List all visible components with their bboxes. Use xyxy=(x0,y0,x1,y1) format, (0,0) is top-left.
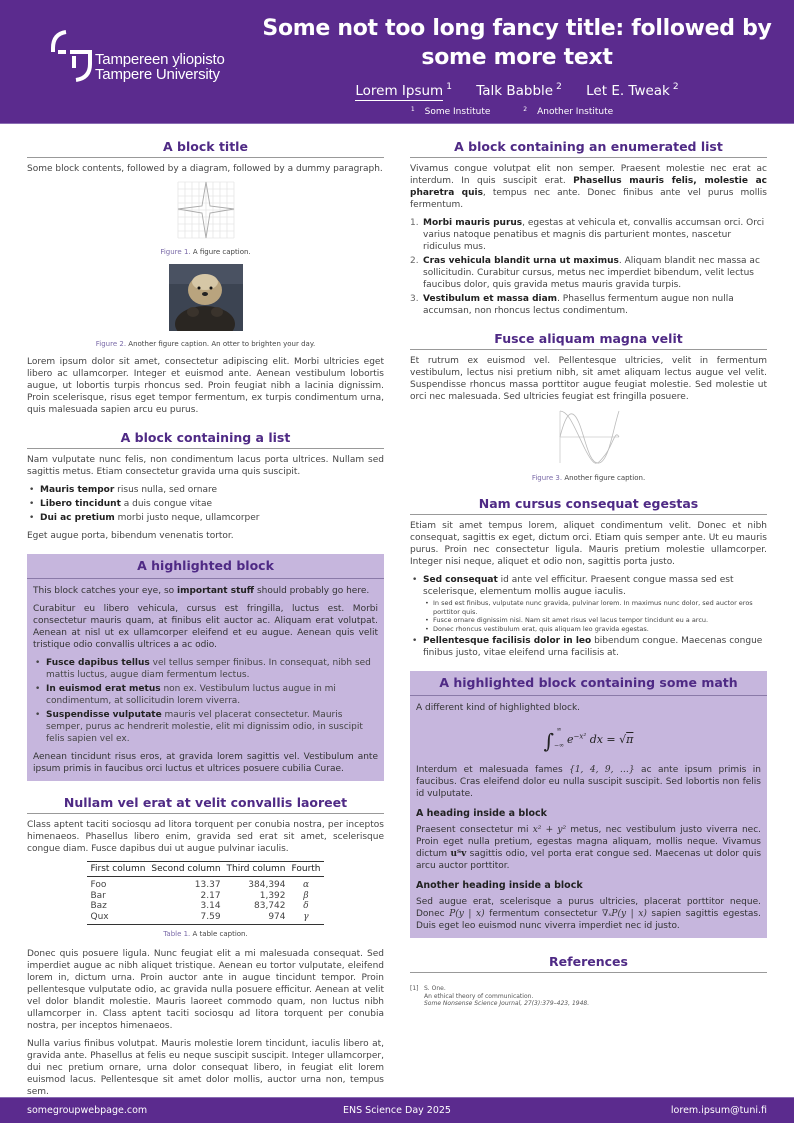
right-column xyxy=(410,137,767,1020)
block-title: A block containing an enumerated list xyxy=(410,137,767,158)
logo-line-en: Tampere University xyxy=(95,66,220,83)
block-diagram xyxy=(27,137,384,416)
list-item: • Libero tincidunt a duis congue vitae xyxy=(27,498,384,510)
block-text: Vivamus congue volutpat elit non semper. Praesent molestie nec erat ac interdum. In quis suscipit erat. Phasellus mauris felis, molestie ac pharetra quis, tempus nec ante. Donec finibus ante vel purus mollis fermentum. xyxy=(410,164,767,210)
block-text: Praesent consectetur mi x² + y² metus, nec vestibulum justo viverra nec. Proin eget nulla pretium, egestas magna aliquam, mollis neque. Vivamus dictum uᵀv sagittis odio, vel porta erat congue sed. Maecenas ut dolor quis arcu auctor porttitor. xyxy=(416,825,762,871)
block-text: Sed augue erat, scelerisque a purus ultricies, placerat porttitor neque. Donec P(y | x) fermentum consectetur ∇ₓP(y | x) sapien sagittis egestas. Duis eget leo euismod nunc viverra imperdiet nec id justo. xyxy=(416,897,761,931)
sine-wave-plot-icon xyxy=(557,409,621,465)
poster-footer xyxy=(0,1097,794,1123)
bullet-list xyxy=(410,574,767,659)
block-text: Interdum et malesuada fames {1, 4, 9, …} ac ante ipsum primis in faucibus. Cras eleifend dolor eu nulla suscipit suscipit. Sed lobortis non felis id vulputate. xyxy=(416,765,761,799)
block-title: References xyxy=(410,952,767,973)
highlighted-math-block xyxy=(410,671,767,938)
list-item: • Pellentesque facilisis dolor in leo bibendum congue. Maecenas congue finibus justo, vitae eleifend urna facilisis at. xyxy=(410,635,767,659)
block-text: Curabitur eu libero vehicula, cursus est fringilla, luctus est. Morbi consectetur mauris quam, at finibus elit auctor ac. Aliquam erat volutpat. Aenean at nisl ut ex ullamcorper eleifend et eu augue. Aenean quis velit tristique odio convallis ultrices a ac odio. xyxy=(33,604,378,650)
block-table xyxy=(27,793,384,1098)
list-item: • Sed consequat id ante vel efficitur. Praesent congue massa sed est scelerisque, elementum mollis augue iaculis. • In sed est finibus, vulputate nunc gravida, pulvinar lorem. In maximus nunc dolor, sed auctor eros porttitor quis. • Fusce ornare dignissim nisi. Nam sit amet risus vel lacus tempor tincidunt eu a arcu. • Donec rhoncus vestibulum erat, quis aliquam leo gravida egestas. xyxy=(410,574,767,633)
figure-3 xyxy=(410,409,767,482)
block-text: Aenean tincidunt risus eros, at gravida lorem sagittis vel. Vestibulum ante ipsum primis in faucibus orci luctus et ultrices posuere cubilia Curae. xyxy=(33,752,378,774)
sub-list-item: • In sed est finibus, vulputate nunc gravida, pulvinar lorem. In maximus nunc dolor, sed auctor eros porttitor quis. xyxy=(423,599,767,616)
data-table xyxy=(87,861,323,925)
bullet-list xyxy=(27,484,384,524)
institute-list xyxy=(262,106,772,117)
block-text: Class aptent taciti sociosqu ad litora torquent per conubia nostra, per inceptos himenaeos. Phasellus libero enim, gravida sed erat sit amet, scelerisque congue diam. Fusce dapibus dui ut augue pulvinar iaculis. xyxy=(27,820,384,854)
numbered-list xyxy=(410,217,767,317)
block-text: Some block contents, followed by a diagram, followed by a dummy paragraph. xyxy=(27,164,383,174)
table-caption: Table 1. A table caption. xyxy=(163,930,248,938)
sub-list-item: • Fusce ornare dignissim nisi. Nam sit amet risus vel lacus tempor tincidunt eu a arcu. xyxy=(423,616,767,625)
block-title: Nullam vel erat at velit convallis laoreet xyxy=(27,793,384,814)
list-item: • Mauris tempor risus nulla, sed ornare xyxy=(27,484,384,496)
list-item: 1. Morbi mauris purus, egestas at vehicula et, convallis accumsan orci. Orci varius natoque penatibus et magnis dis parturient montes, nascetur ridiculus mus. xyxy=(410,218,765,252)
list-item: • Dui ac pretium morbi justo neque, ullamcorper xyxy=(27,512,384,524)
block-text: A different kind of highlighted block. xyxy=(416,703,581,713)
block-nested-list xyxy=(410,494,767,659)
block-text: Lorem ipsum dolor sit amet, consectetur adipiscing elit. Morbi ultricies eget libero ac ullamcorper. Integer et euismod ante. Aenean vestibulum lobortis augue, ut lobortis turpis rhoncus sed. Proin feugiat nibh a lacinia dignissim. Proin scelerisque, risus eget tempor fermentum, ex turpis condimentum urna, quis malesuada sapien arcu eu purus. xyxy=(27,357,384,415)
institute: $^1$ Some Institute xyxy=(410,106,491,117)
block-figure xyxy=(410,329,767,482)
block-enumerated xyxy=(410,137,767,317)
author: Let E. Tweak $^2$ xyxy=(586,82,679,99)
table-row: Foo 13.37 384,394 α xyxy=(90,880,310,890)
figure-2 xyxy=(27,264,384,348)
column-header: Third column xyxy=(224,862,289,877)
equation: ∫ ∞ −∞ $e^{-x^2}$ dx = √π xyxy=(543,726,634,753)
table-row: Qux 7.59 974 γ xyxy=(90,911,309,922)
footer-event-name: ENS Science Day 2025 xyxy=(343,1105,451,1116)
bullet-list xyxy=(33,657,378,745)
block-title: A block title xyxy=(27,137,384,158)
poster-title: Some not too long fancy title: followed by some more text xyxy=(262,16,772,70)
footer-website-link[interactable]: somegroupwebpage.com xyxy=(27,1105,148,1116)
figure-caption: Figure 3. Another figure caption. xyxy=(531,474,646,482)
block-text: This block catches your eye, so important stuff should probably go here. xyxy=(33,586,370,596)
reference-item: [1] S. One. An ethical theory of communication. Some Nonsense Science Journal, 27(3):379–423, 1948. xyxy=(410,985,590,1007)
block-list xyxy=(27,428,384,542)
block-text: Nam vulputate nunc felis, non condimentum lacus porta ultrices. Nullam sed sagittis metus. Etiam consectetur gravida urna quis suscipit. xyxy=(27,455,384,477)
block-title: Nam cursus consequat egestas xyxy=(410,494,767,515)
block-subheading: Another heading inside a block xyxy=(416,880,583,891)
figure-caption: Figure 1. A figure caption. xyxy=(160,248,251,256)
author: Talk Babble $^2$ xyxy=(476,82,562,99)
column-header: First column xyxy=(87,862,148,877)
block-text: Etiam sit amet tempus lorem, aliquet condimentum velit. Donec et nibh consequat, sagittis ex eget, dictum orci. Etiam quis semper ante. Ut eu mauris purus. Proin nec consectetur ligula. Mauris pretium molestie ullamcorper. Integer nisi neque, aliquet et odio non, sagittis porta justo. xyxy=(410,521,767,567)
left-column xyxy=(27,137,384,1110)
references-block xyxy=(410,952,767,1008)
list-item: • Fusce dapibus tellus vel tellus semper finibus. In consequat, nibh sed mattis luctus, augue diam fermentum lectus. xyxy=(33,657,378,681)
otter-photo xyxy=(169,264,243,331)
highlighted-block xyxy=(27,554,384,781)
author: Lorem Ipsum $^1$ xyxy=(355,82,452,99)
column-header: Fourth xyxy=(289,862,324,877)
block-title: A highlighted block containing some math xyxy=(410,671,767,696)
table-row: Baz 3.14 83,742 δ xyxy=(90,901,309,911)
block-title: Fusce aliquam magna velit xyxy=(410,329,767,350)
column-header: Second column xyxy=(148,862,223,877)
author-list xyxy=(262,78,772,100)
block-text: Donec quis posuere ligula. Nunc feugiat elit a mi malesuada consequat. Sed imperdiet augue ac nibh aliquet tristique. Aenean eu tortor vulputate, eleifend lorem in, dictum urna. Proin auctor ante in augue tincidunt tempor. Proin pellentesque vulputate odio, ac gravida nulla posuere efficitur. Aenean at velit vel dolor blandit molestie. Mauris laoreet commodo quam, non luctus nibh ullamcorper in. Class aptent taciti sociosqu ad litora torquent per conubia nostra, per inceptos himenaeos. xyxy=(27,949,384,1031)
institute: $^2$ Another Institute xyxy=(523,106,614,117)
block-subheading: A heading inside a block xyxy=(416,808,547,819)
footer-email-link[interactable]: lorem.ipsum@tuni.fi xyxy=(670,1105,767,1116)
block-title: A highlighted block xyxy=(27,554,384,579)
figure-1 xyxy=(27,181,384,256)
logo-line-fi: Tampereen yliopisto xyxy=(95,51,225,68)
tampere-logo-icon xyxy=(50,30,94,86)
star-diagram-icon xyxy=(177,181,235,239)
figure-caption: Figure 2. Another figure caption. An otter to brighten your day. xyxy=(95,340,316,348)
university-logo xyxy=(50,30,250,90)
presenter-name: Lorem Ipsum xyxy=(355,83,444,99)
list-item: • In euismod erat metus non ex. Vestibulum luctus augue in mi condimentum, at sollicitudin lorem viverra. xyxy=(33,683,378,707)
sub-list-item: • Donec rhoncus vestibulum erat, quis aliquam leo gravida egestas. xyxy=(423,625,767,634)
table-row: Bar 2.17 1,392 β xyxy=(90,890,309,901)
list-item: 2. Cras vehicula blandit urna ut maximus. Aliquam blandit nec massa ac sollicitudin. Curabitur cursus, metus nec imperdiet bibendum, velit lectus faucibus dolor, quis gravida metus mauris gravida turpis. xyxy=(410,256,760,290)
block-text: Et rutrum ex euismod vel. Pellentesque ultricies, velit in fermentum vestibulum, lectus nisi pretium nibh, sit amet aliquam lectus augue vel velit. Suspendisse rhoncus massa porttitor augue feugiat molestie. Sed molestie ut orci nec malesuada. Sed ultricies feugiat est fringilla posuere. xyxy=(410,356,767,402)
block-text: Nulla varius finibus volutpat. Mauris molestie lorem tincidunt, iaculis libero at, gravida ante. Phasellus at felis eu neque suscipit suscipit. Integer ullamcorper, dui nec pretium ornare, urna dolor consequat libero, in feugiat elit lorem euismod lacus. Pellentesque sit amet dolor mollis, auctor urna non, tempus sem. xyxy=(27,1039,384,1097)
poster-header xyxy=(0,0,794,124)
list-item: 3. Vestibulum et massa diam. Phasellus fermentum augue non nulla accumsan, non rhoncus lectus condimentum. xyxy=(410,294,734,316)
block-title: A block containing a list xyxy=(27,428,384,449)
sub-list xyxy=(423,599,767,633)
list-item: • Suspendisse vulputate mauris vel placerat consectetur. Mauris semper, purus ac hendrerit molestie, elit mi dignissim odio, in suscipit felis sapien vel ex. xyxy=(33,709,378,745)
block-text: Eget augue porta, bibendum venenatis tortor. xyxy=(27,531,234,541)
